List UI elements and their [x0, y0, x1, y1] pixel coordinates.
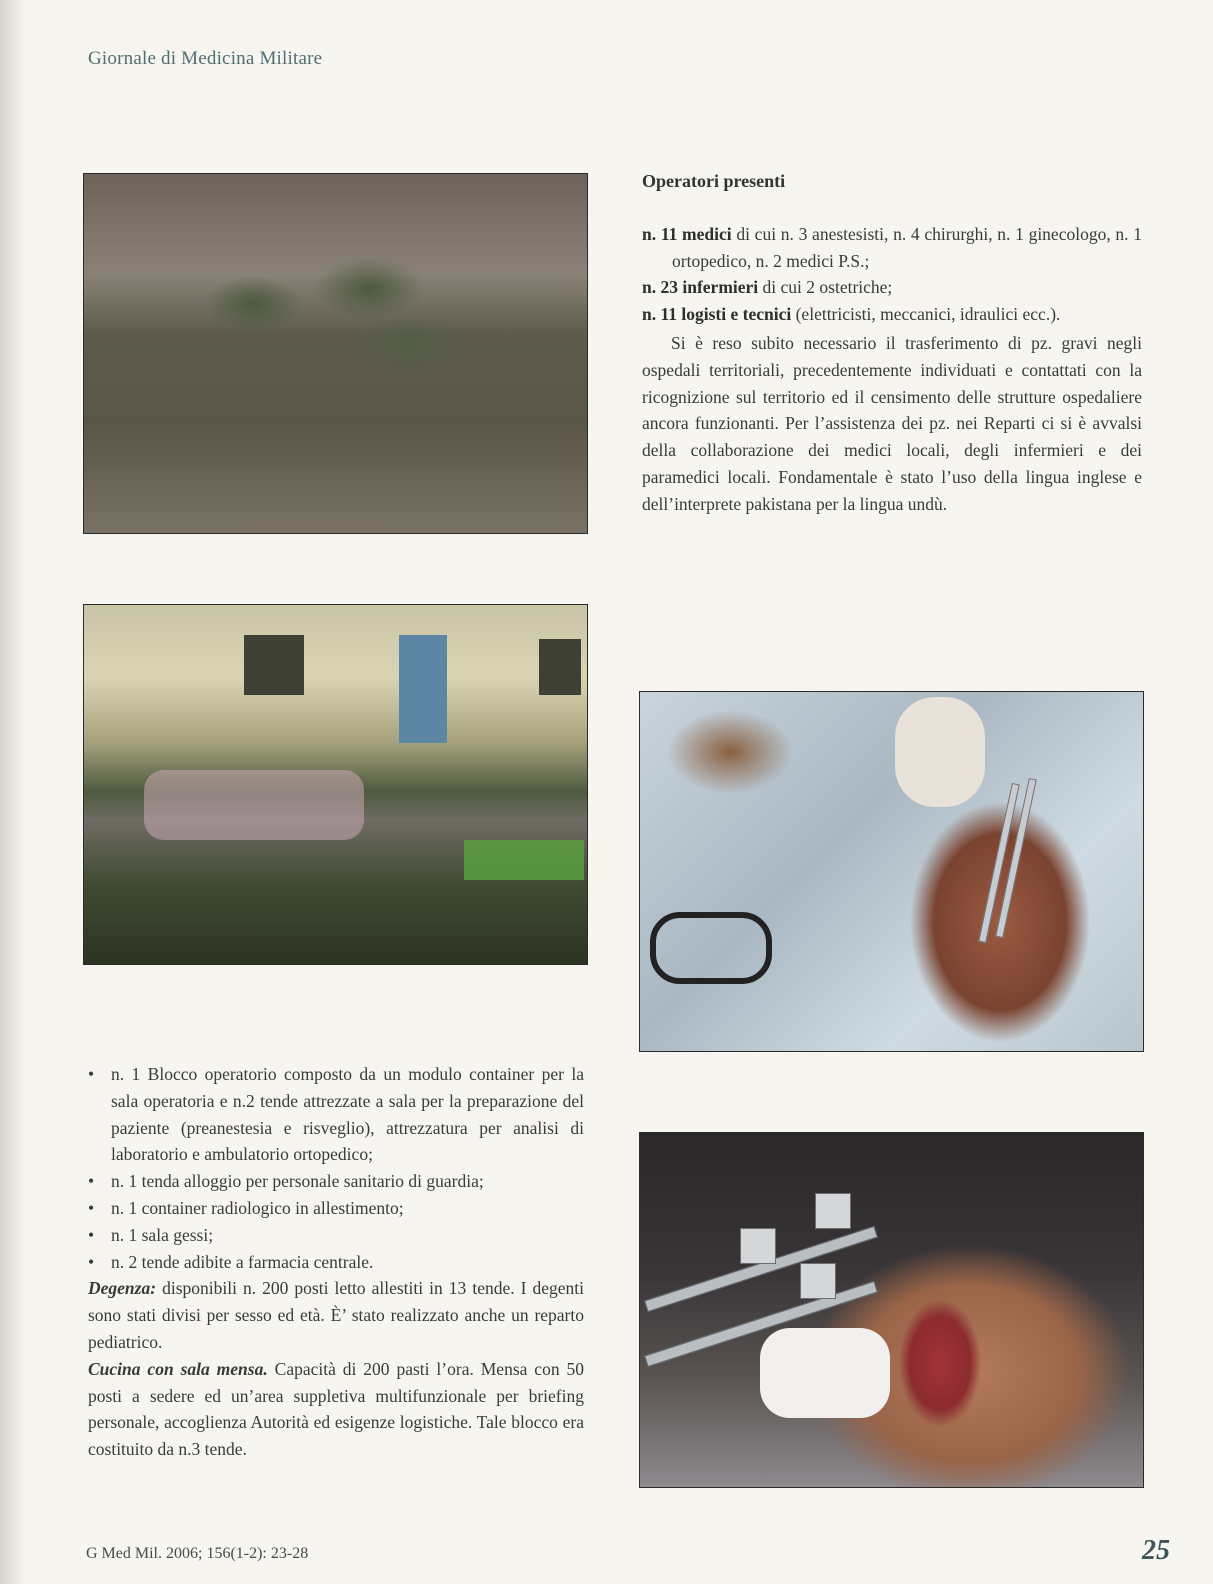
staff-count: n. 11 medici: [642, 223, 732, 244]
cucina-text: Capacità di 200 pasti l’ora. Mensa con 50 posti a sedere ed un’area suppletiva multifunzionale per briefing personale, accoglienza Autorità ed esigenze logistiche. Tale blocco era costituito da n.3 tende.: [88, 1358, 584, 1460]
equipment-item: • n. 2 tende adibite a farmacia centrale.: [88, 1249, 584, 1276]
patients-blankets-shape: [144, 770, 364, 840]
staff-item: [642, 274, 1142, 301]
staff-item: [642, 301, 1142, 328]
fixator-clamp-shape: [800, 1263, 836, 1299]
staff-count: n. 11 logisti e tecnici: [642, 304, 792, 325]
degenza-label: Degenza:: [88, 1278, 157, 1299]
fixator-clamp-shape: [740, 1228, 776, 1264]
door-shape: [399, 635, 447, 743]
gauze-shape: [760, 1328, 890, 1418]
page-number: 25: [1142, 1535, 1170, 1566]
bed-shape: [464, 840, 584, 880]
hospital-courtyard-photo: [83, 604, 588, 965]
staff-detail: (elettricisti, meccanici, idraulici ecc.).: [791, 304, 1061, 325]
window-shape: [244, 635, 304, 695]
equipment-item: • n. 1 Blocco operatorio composto da un modulo container per la sala operatoria e n.2 tende attrezzate a sala per la preparazione del paziente (preanestesia e risveglio), attrezzatura per analisi di laboratorio e ambulatorio ortopedico;: [88, 1061, 584, 1168]
body-paragraph: Si è reso subito necessario il trasferimento di pz. gravi negli ospedali territoriali, precedentemente individuati e contattati con la ricognizione sul territorio ed il censimento delle strutture ospedaliere ancora funzionanti. Per l’assistenza dei pz. nei Reparti ci si è avvalsi della collaborazione dei medici locali, degli infermieri e dei paramedici locali. Fondamentale è stato l’uso della lingua inglese e dell’interprete pakistana per la lingua undù.: [642, 332, 1142, 514]
section-heading: Operatori presenti: [642, 171, 786, 191]
external-fixator-surgery-photo: [639, 691, 1144, 1052]
footer-citation: G Med Mil. 2006; 156(1-2): 23-28: [86, 1545, 309, 1562]
staff-count: n. 23 infermieri: [642, 277, 759, 298]
equipment-item: • n. 1 tenda alloggio per personale sanitario di guardia;: [88, 1168, 584, 1195]
surgeon-glove-shape: [895, 697, 985, 807]
rescue-crowd-photo: [83, 173, 588, 534]
page-gutter-shadow: [0, 0, 26, 1584]
equipment-item: • n. 1 container radiologico in allestimento;: [88, 1195, 584, 1222]
right-text-column: [642, 168, 1142, 518]
staff-list: [642, 221, 1142, 328]
staff-detail: di cui n. 3 anestesisti, n. 4 chirurghi, n. 1 ginecologo, n. 1 ortopedico, n. 2 medici P.S.;: [672, 223, 1142, 271]
left-text-column: [88, 1061, 584, 1463]
equipment-list: [88, 1061, 584, 1275]
cucina-label: Cucina con sala mensa.: [88, 1358, 268, 1379]
ankle-wound-fixator-photo: [639, 1132, 1144, 1488]
window-shape: [539, 639, 581, 695]
equipment-item: • n. 1 sala gessi;: [88, 1222, 584, 1249]
degenza-paragraph: [88, 1275, 584, 1355]
scissors-shape: [650, 912, 772, 984]
cucina-paragraph: [88, 1356, 584, 1463]
journal-title: Giornale di Medicina Militare: [88, 48, 323, 69]
fixator-clamp-shape: [815, 1193, 851, 1229]
staff-item: [642, 221, 1142, 275]
degenza-text: disponibili n. 200 posti letto allestiti in 13 tende. I degenti sono stati divisi per sesso ed età. È’ stato realizzato anche un reparto pediatrico.: [88, 1278, 584, 1352]
staff-detail: di cui 2 ostetriche;: [758, 277, 893, 298]
